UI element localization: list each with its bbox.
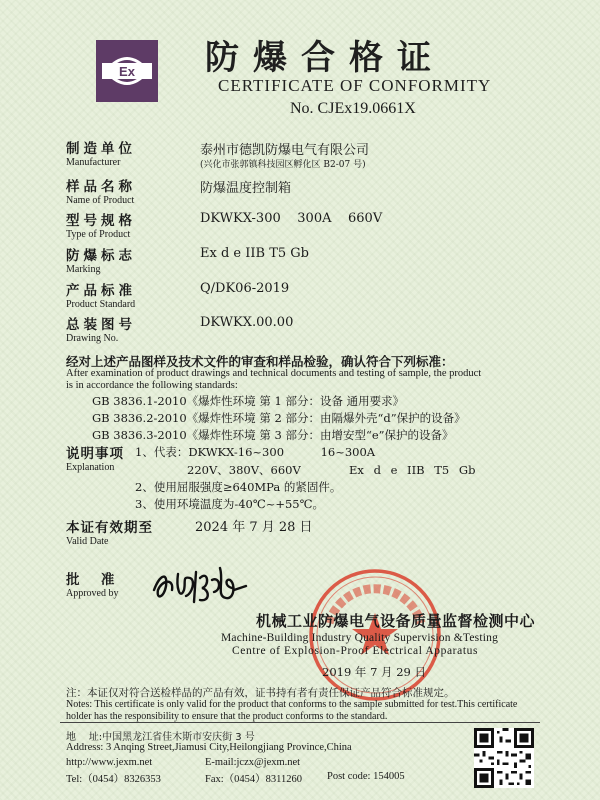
issue-date: 2019 年 7 月 29 日: [322, 665, 426, 679]
manufacturer-label: 制造单位 Manufacturer: [66, 141, 136, 168]
telephone: Tel:（0454）8326353: [66, 774, 161, 785]
standard-item: GB 3836.2-2010《爆炸性环境 第 2 部分：由隔爆外壳“d”保护的设备》: [92, 411, 466, 425]
product-name-value: 防爆温度控制箱: [200, 181, 292, 196]
examination-en-1: After examination of product drawings and technical documents and testing of sample, the product: [66, 368, 482, 379]
marking-value: Ex d e IIB T5 Gb: [200, 246, 309, 261]
website-link[interactable]: http://www.jexm.net: [66, 757, 153, 768]
center-name-en-1: Machine-Building Industry Quality Supervision &Testing: [221, 632, 499, 644]
logo-text: Ex: [119, 64, 135, 79]
explanation-item-2: 2、使用屈服强度≥640MPa 的紧固件。: [135, 480, 342, 494]
examination-en-2: is in accordance the following standards:: [66, 380, 238, 391]
explanation-item-3: 3、使用环境温度为-40℃~+55℃。: [135, 497, 324, 511]
email-link[interactable]: E-mail:jczx@jexm.net: [205, 757, 301, 768]
valid-date-label: 本证有效期至 Valid Date: [66, 520, 153, 547]
certificate-number: No. CJEx19.0661X: [290, 100, 416, 117]
product-name-label: 样品名称 Name of Product: [66, 179, 136, 206]
manufacturer-value: 泰州市德凯防爆电气有限公司: [200, 143, 370, 158]
explanation-item-1b: 220V、380V、660V Ex d e IIB T5 Gb: [187, 463, 476, 477]
drawing-label: 总装图号 Drawing No.: [66, 317, 136, 344]
manufacturer-address: (兴化市张郭镇科技园区孵化区 B2-07 号): [200, 160, 366, 170]
examination-cn: 经对上述产品图样及技术文件的审查和样品检验，确认符合下列标准：: [66, 354, 454, 369]
address-en: Address: 3 Anqing Street,Jiamusi City,Heilongjiang Province,China: [66, 742, 352, 753]
product-type-value: DKWKX-300 300A 660V: [200, 211, 383, 226]
title-cn: 防爆合格证: [205, 38, 445, 78]
approved-label: 批 准 Approved by: [66, 572, 119, 599]
title-en: CERTIFICATE OF CONFORMITY: [218, 76, 492, 95]
standard-label: 产品标准 Product Standard: [66, 283, 136, 310]
post-code: Post code: 154005: [327, 771, 405, 782]
address-cn: 地 址:中国黑龙江省佳木斯市安庆街 3 号: [66, 732, 255, 743]
notes-en: Notes: This certificate is only valid for the product that conforms to the sample submitted for test.This certificate holder has the responsibility to ensure that the product conforms to the standard.: [66, 699, 518, 722]
explanation-label: 说明事项 Explanation: [66, 446, 124, 473]
divider: [60, 722, 540, 723]
notes-cn: 注：本证仅对符合送检样品的产品有效，证书持有者有责任保证产品符合标准规定。: [66, 687, 455, 699]
ex-logo-icon: [96, 40, 158, 102]
standard-value: Q/DK06-2019: [200, 281, 290, 296]
center-name-en-2: Centre of Explosion-Proof Electrical Apparatus: [232, 645, 479, 657]
fax: Fax:（0454）8311260: [205, 774, 303, 785]
product-type-label: 型号规格 Type of Product: [66, 213, 136, 240]
center-name-cn: 机械工业防爆电气设备质量监督检测中心: [256, 612, 536, 630]
explanation-item-1: 1、代表：DKWKX-16~300 16~300A: [135, 445, 376, 459]
standard-item: GB 3836.1-2010《爆炸性环境 第 1 部分：设备 通用要求》: [92, 394, 405, 408]
qr-code-icon: [474, 728, 534, 788]
handwritten-signature: [150, 560, 250, 608]
marking-label: 防爆标志 Marking: [66, 248, 136, 275]
valid-date-value: 2024 年 7 月 28 日: [195, 520, 313, 535]
drawing-value: DKWKX.00.00: [200, 315, 294, 330]
standard-item: GB 3836.3-2010《爆炸性环境 第 3 部分：由增安型“e”保护的设备》: [92, 428, 454, 442]
